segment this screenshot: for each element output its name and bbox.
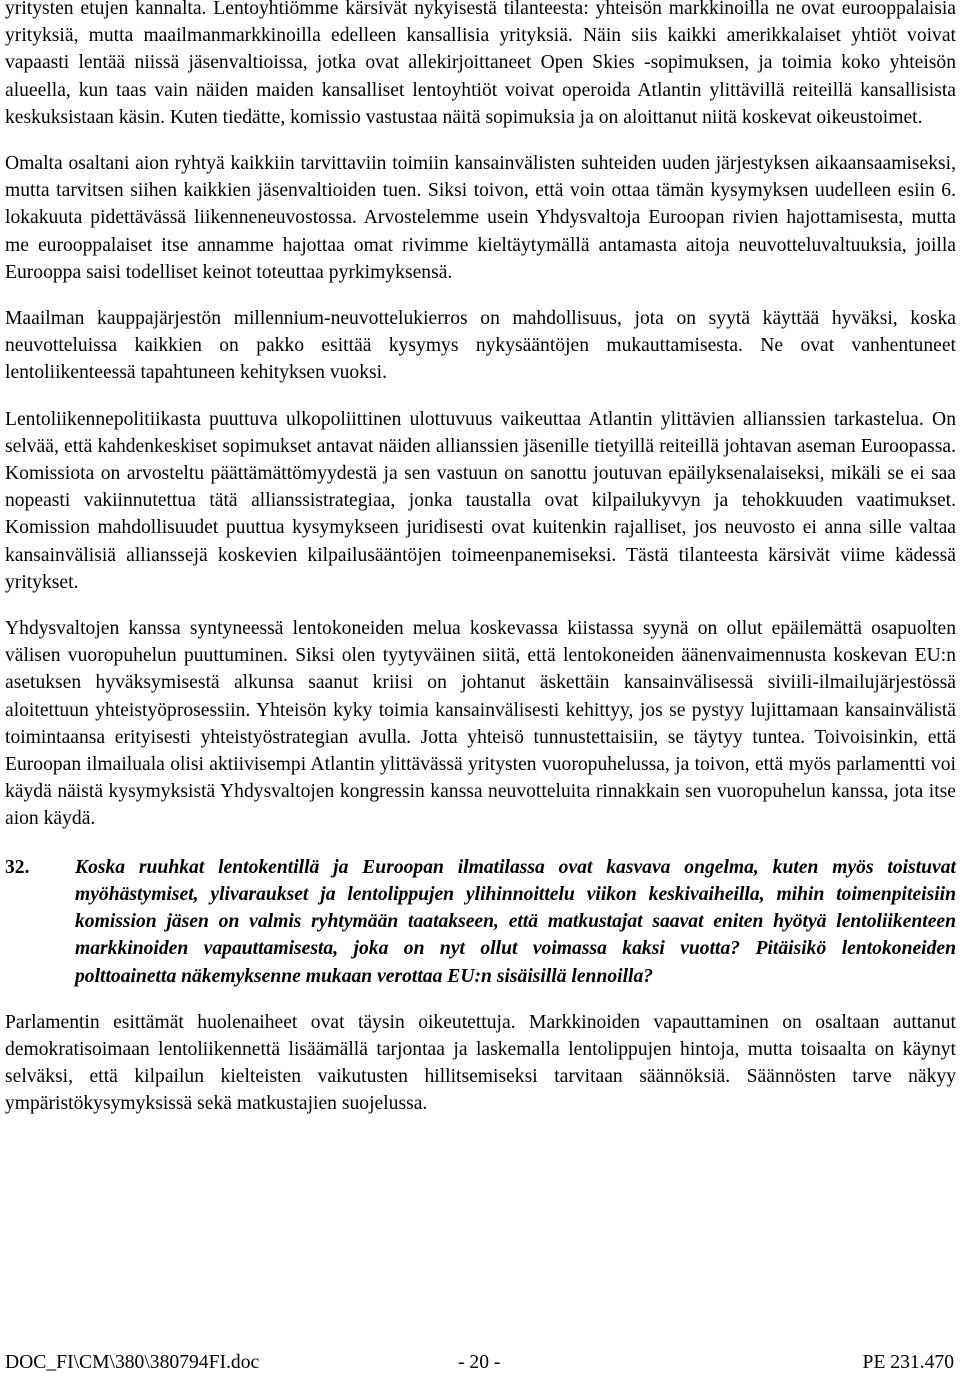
question-32 [5, 854, 956, 990]
paragraph-international-relations: Omalta osaltani aion ryhtyä kaikkiin tarvittaviin toimiin kansainvälisten suhteiden uuden järjestyksen aikaansaamiseksi, mutta tarvitsen siihen kaikkien jäsenvaltioiden tuen. Siksi toivon, että voin ottaa tämän kysymyksen uudelleen esiin 6. lokakuuta pidettävässä liikenneneuvostossa. Arvostelemme usein Yhdysvaltoja Euroopan rivien hajottamisesta, mutta me eurooppalaiset itse annamme hajottaa omat rivimme kieltäytymällä antamasta aitoja neuvotteluvaltuuksia, joilla Eurooppa saisi todelliset keinot toteuttaa pyrkimyksensä. [5, 153, 956, 283]
page-footer [5, 1350, 954, 1376]
paragraph-wto-millennium: Maailman kauppajärjestön millennium-neuvottelukierros on mahdollisuus, jota on syytä käyttää hyväksi, koska neuvotteluissa kaikkien on pakko esittää kysymys nykysääntöjen mukauttamisesta. Ne ovat vanhentuneet lentoliikenteessä tapahtuneen kehityksen vuoksi. [5, 308, 956, 384]
answer-paragraph: Parlamentin esittämät huolenaiheet ovat täysin oikeutettuja. Markkinoiden vapauttaminen on osaltaan auttanut demokratisoimaan lentoliikennettä lisäämällä tarjontaa ja laskemalla lentolippujen hintoja, mutta toisaalta on käynyt selväksi, että kilpailun kielteisten vaikutusten hillitsemiseksi tarvitaan säännöksiä. Säännösten tarve näkyy ympäristökysymyksissä sekä matkustajien suojelussa. [5, 1011, 956, 1115]
footer-pe-reference: PE 231.470 [862, 1352, 954, 1373]
document-page [5, 0, 956, 1376]
paragraph-alliances: Lentoliikennepolitiikasta puuttuva ulkopoliittinen ulottuvuus vaikeuttaa Atlantin ylittävien allianssien tarkastelua. On selvää, että kahdenkeskiset sopimukset antavat näiden allianssien jäsenille tietyillä reiteillä johtavan aseman Euroopassa. Komissiota on arvosteltu päättämättömyydestä ja sen vastuun on sanottu joutuvan epäilyksenalaiseksi, mikäli se ei saa nopeasti vakiinnutettua tätä allianssistrategiaa, jonka taustalla ovat kilpailukyvyn ja tehokkuuden vaatimukset. Komission mahdollisuudet puuttua kysymykseen juridisesti ovat kuitenkin rajalliset, jos neuvosto ei anna sille valtaa kansainvälisiä allianssejä koskevien kilpailusääntöjen toimeenpanemiseksi. Tästä tilanteesta kärsivät viime kädessä yritykset. [5, 408, 956, 593]
paragraph-aircraft-noise: Yhdysvaltojen kanssa syntyneessä lentokoneiden melua koskevassa kiistassa syynä on ollut epäilemättä osapuolten välisen vuoropuhelun puuttuminen. Siksi olen tyytyväinen siitä, että lentokoneiden äänenvaimennusta koskevan EU:n asetuksen hyväksymisestä alkunsa saanut kriisi on johtanut äskettäin kansainvälisessä siviili-ilmailujärjestössä aloitettuun yhteistyöprosessiin. Yhteisön kyky toimia kansainvälisesti kehittyy, jos se pystyy lujittamaan kansainvälistä toimintaansa erityisesti yhteistyöstrategian avulla. Jotta yhteisö tunnustettaisiin, se täytyy tuntea. Toivoisinkin, että Euroopan ilmailuala olisi aktiivisempi Atlantin ylittävässä yritysten vuoropuhelussa, ja toivon, että myös parlamentti voi käydä näistä kysymyksistä Yhdysvaltojen kongressin kanssa neuvotteluita rinnakkain sen vuoropuhelun kanssa, jota itse aion käydä. [5, 618, 956, 830]
question-text: Koska ruuhkat lentokentillä ja Euroopan ilmatilassa ovat kasvava ongelma, kuten myös toistuvat myöhästymiset, ylivaraukset ja lentolippujen ylihinnoittelu viikon keskivaiheilla, mihin toimenpiteisiin komission jäsen on valmis ryhtymään taatakseen, että matkustajat saavat eniten hyötyä lentoliikenteen markkinoiden vapauttamisesta, joka on nyt ollut voimassa kaksi vuotta? Pitäisikö lentokoneiden polttoainetta näkemyksenne mukaan verottaa EU:n sisäisillä lennoilla? [75, 856, 956, 987]
footer-page-number: - 20 - [458, 1352, 501, 1373]
paragraph-open-skies: yritysten etujen kannalta. Lentoyhtiömme kärsivät nykyisestä tilanteesta: yhteisön markkinoilla ne ovat eurooppalaisia yrityksiä, mutta maailmanmarkkinoilla edelleen kansallisia yrityksiä. Näin siis kaikki amerikkalaiset yhtiöt voivat vapaasti lentää niissä jäsenvaltioissa, jotka ovat allekirjoittaneet Open Skies -sopimuksen, ja toimia koko yhteisön alueella, kun taas vain näiden maiden kansalliset lentoyhtiöt voivat operoida Atlantin ylittävillä reiteillä kansallisista keskuksistaan käsin. Kuten tiedätte, komissio vastustaa näitä sopimuksia ja on aloittanut niitä koskevat oikeustoimet. [5, 0, 956, 128]
footer-doc-reference: DOC_FI\CM\380\380794FI.doc [5, 1352, 260, 1373]
question-number: 32. [5, 856, 30, 878]
